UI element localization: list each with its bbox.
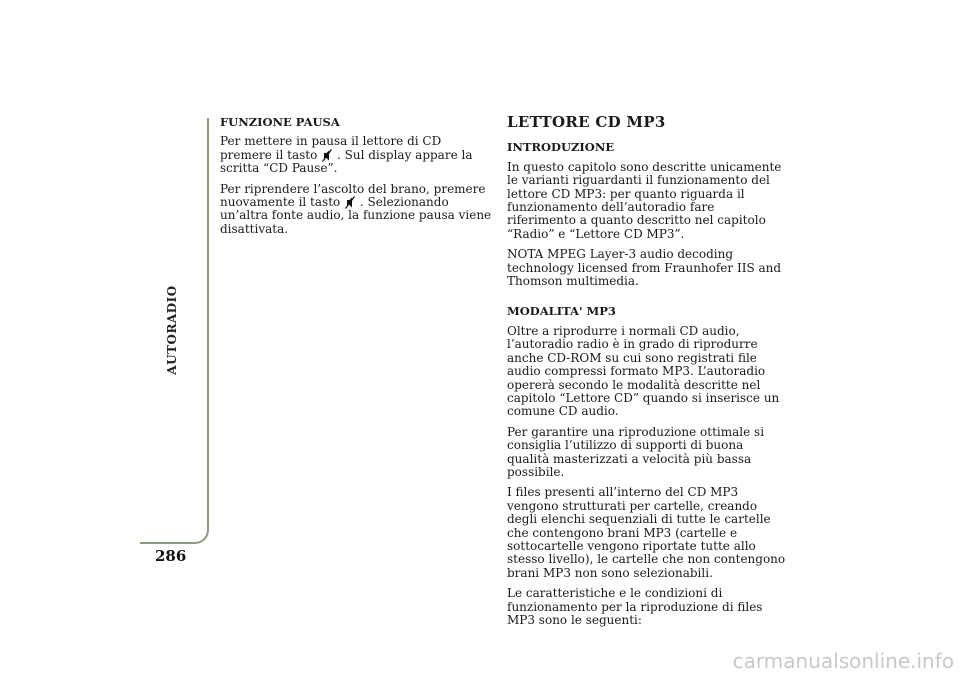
paragraph-caratteristiche: Le caratteristiche e le condizioni di funzionamento per la riproduzione di files MP3 sono le seguenti: xyxy=(507,586,763,627)
section-side-label: AUTORADIO xyxy=(165,285,179,375)
paragraph-pause-text-b: . Sul display appare la scritta “CD Pause”. xyxy=(220,147,473,176)
subhead-modalita-mp3: MODALITA' MP3 xyxy=(507,304,616,319)
watermark: carmanualsonline.info xyxy=(732,649,954,673)
paragraph-intro: In questo capitolo sono descritte unicamente le varianti riguardanti il funzionamento del lettore CD MP3: per quanto riguarda il funzionamento dell’autoradio fare riferimento a quanto descritto nel capitolo “Radio” e “Lettore CD MP3”. xyxy=(507,159,782,241)
page-number: 286 xyxy=(155,547,187,565)
subhead-introduzione: INTRODUZIONE xyxy=(507,140,615,155)
paragraph-cartelle: I files presenti all’interno del CD MP3 vengono strutturati per cartelle, creando degli elenchi sequenziali di tutte le cartelle che contengono brani MP3 (cartelle e sottocartelle vengono riportate tutte allo stesso livello), le cartelle che non contengono brani MP3 non sono selezionabili. xyxy=(507,485,786,580)
right-column xyxy=(507,113,787,634)
mute-pause-key-icon xyxy=(345,196,355,209)
paragraph-pause xyxy=(220,135,492,175)
paragraph-modalita: Oltre a riprodurre i normali CD audio, l’autoradio radio è in grado di riprodurre anche CD-ROM su cui sono registrati file audio compressi formato MP3. L’autoradio opererà secondo le modalità descritte nel capitolo “Lettore CD” quando si inserisce un comune CD audio. xyxy=(507,323,780,419)
paragraph-pause-text-a: Per mettere in pausa il lettore di CD premere il tasto xyxy=(220,134,442,162)
paragraph-qualita: Per garantire una riproduzione ottimale si consiglia l’utilizzo di supporti di buona qualità masterizzati a velocità più bassa possibile. xyxy=(507,424,765,479)
paragraph-resume xyxy=(220,183,492,237)
section-heading: LETTORE CD MP3 xyxy=(507,113,666,131)
subhead-funzione-pausa: FUNZIONE PAUSA xyxy=(220,115,340,129)
paragraph-resume-text-a: Per riprendere l’ascolto del brano, premere nuovamente il tasto xyxy=(220,181,486,210)
paragraph-nota: NOTA MPEG Layer-3 audio decoding technology licensed from Fraunhofer IIS and Thomson multimedia. xyxy=(507,247,782,289)
left-column xyxy=(220,116,492,243)
mute-pause-key-icon xyxy=(322,149,332,162)
paragraph-resume-text-b: . Selezionando un’altra fonte audio, la funzione pausa viene disattivata. xyxy=(220,195,492,236)
